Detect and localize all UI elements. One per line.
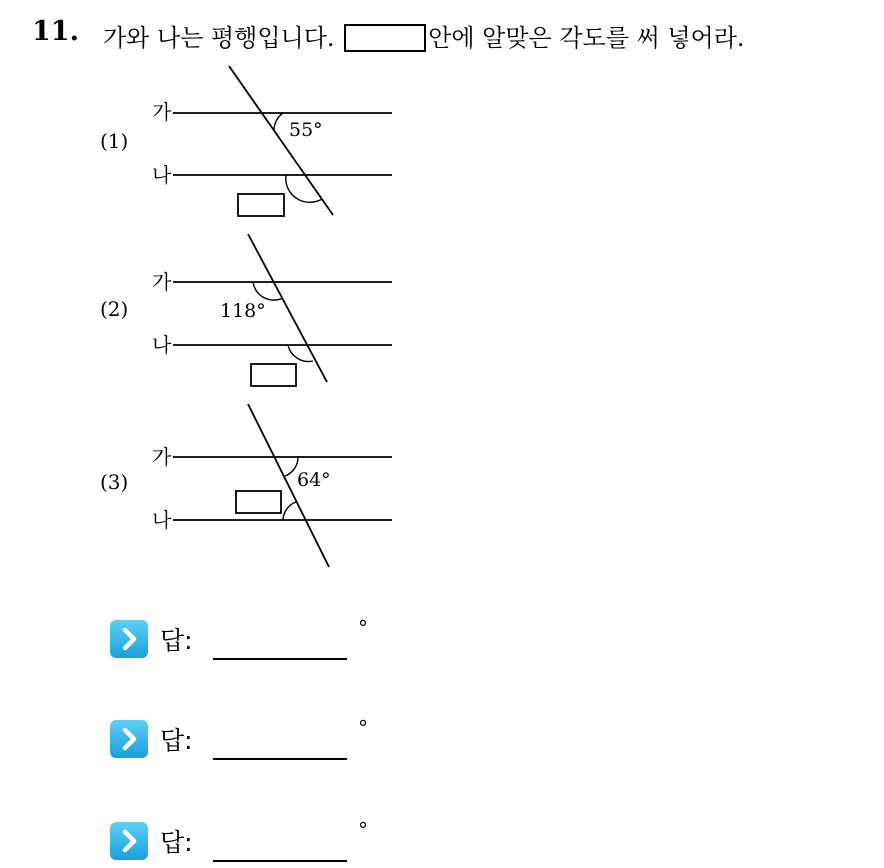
line-label-top: 가 — [152, 445, 172, 469]
figure-1 — [100, 66, 392, 216]
figure-3 — [100, 404, 392, 567]
chevron-right-icon — [110, 720, 148, 758]
figure-label: (1) — [100, 129, 129, 153]
line-label-bottom: 나 — [152, 163, 172, 187]
chevron-right-icon — [110, 620, 148, 658]
chevron-right-icon — [110, 822, 148, 860]
figure-label: (3) — [100, 470, 129, 494]
degree-unit: ° — [358, 716, 368, 740]
question-text-before: 가와 나는 평행입니다. — [103, 24, 335, 52]
line-label-top: 가 — [152, 270, 172, 294]
given-angle: 55° — [289, 119, 323, 141]
answer-box — [251, 364, 296, 386]
figure-label: (2) — [100, 297, 129, 321]
line-label-bottom: 나 — [152, 333, 172, 357]
given-angle: 64° — [297, 469, 331, 491]
answer-input[interactable] — [213, 860, 347, 862]
given-angle: 118° — [220, 300, 266, 322]
figure-2 — [100, 234, 392, 386]
answer-input[interactable] — [213, 658, 347, 660]
question-number: 11. — [32, 16, 79, 47]
degree-unit: ° — [358, 818, 368, 842]
answer-label: 답: — [160, 626, 193, 655]
angle-arc — [274, 113, 283, 130]
answer-label: 답: — [160, 828, 193, 857]
unknown-angle-arc — [283, 502, 296, 520]
line-label-bottom: 나 — [152, 508, 172, 532]
degree-unit: ° — [358, 616, 368, 640]
answer-label: 답: — [160, 726, 193, 755]
question-text-after: 안에 알맞은 각도를 써 넣어라. — [428, 24, 745, 52]
answer-box — [238, 194, 284, 216]
line-label-top: 가 — [152, 100, 172, 124]
answer-input[interactable] — [213, 758, 347, 760]
unknown-angle-arc — [286, 175, 322, 202]
answer-box — [236, 491, 281, 513]
